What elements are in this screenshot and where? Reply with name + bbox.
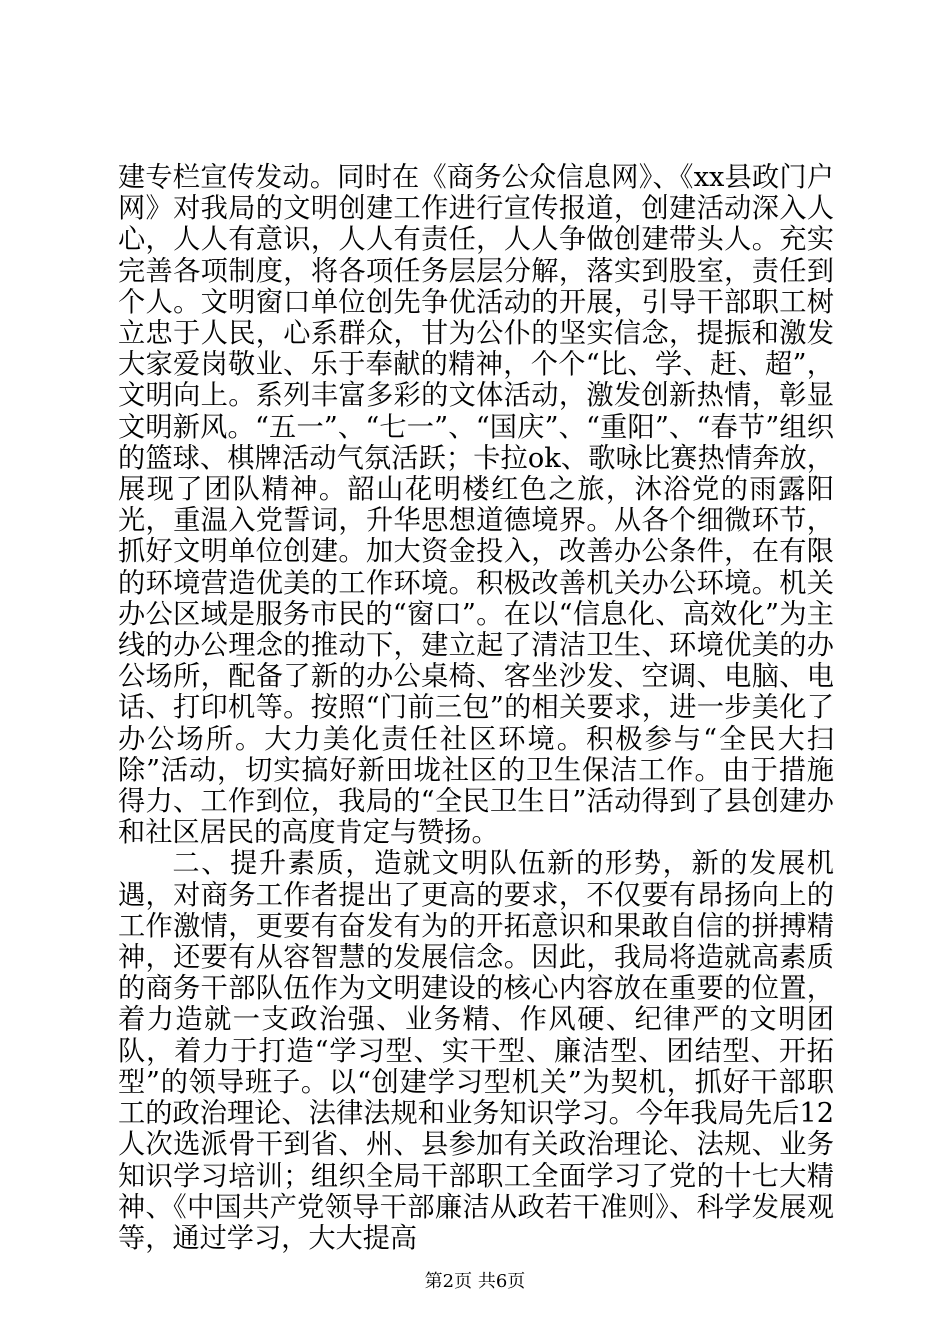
document-body — [118, 162, 834, 1254]
page-footer — [0, 1271, 950, 1293]
page-number: 第2页 共6页 — [424, 1271, 526, 1292]
paragraph-1: 建专栏宣传发动。同时在《商务公众信息网》、《xx县政门户网》对我局的文明创建工作进行宣传报道，创建活动深入人心，人人有意识，人人有责任，人人争做创建带头人。充实完善各项制度，将各项任务层层分解，落实到股室，责任到个人。文明窗口单位创先争优活动的开展，引导干部职工树立忠于人民，心系群众，甘为公仆的坚实信念，提振和激发大家爱岗敬业、乐于奉献的精神，个个“比、学、赶、超”，文明向上。系列丰富多彩的文体活动，激发创新热情，彰显文明新风。“五一”、“七一”、“国庆”、“重阳”、“春节”组织的篮球、棋牌活动气氛活跃；卡拉ok、歌咏比赛热情奔放，展现了团队精神。韶山花明楼红色之旅，沐浴党的雨露阳光，重温入党誓词，升华思想道德境界。从各个细微环节，抓好文明单位创建。加大资金投入，改善办公条件，在有限的环境营造优美的工作环境。积极改善机关办公环境。机关办公区域是服务市民的“窗口”。在以“信息化、高效化”为主线的办公理念的推动下，建立起了清洁卫生、环境优美的办公场所，配备了新的办公桌椅、客坐沙发、空调、电脑、电话、打印机等。按照“门前三包”的相关要求，进一步美化了办公场所。大力美化责任社区环境。积极参与“全民大扫除”活动，切实搞好新田垅社区的卫生保洁工作。由于措施得力、工作到位，我局的“全民卫生日”活动得到了县创建办和社区居民的高度肯定与赞扬。 — [118, 162, 834, 849]
paragraph-2: 二、提升素质，造就文明队伍新的形势，新的发展机遇，对商务工作者提出了更高的要求，不仅要有昂扬向上的工作激情，更要有奋发有为的开拓意识和果敢自信的拼搏精神，还要有从容智慧的发展信念。因此，我局将造就高素质的商务干部队伍作为文明建设的核心内容放在重要的位置，着力造就一支政治强、业务精、作风硬、纪律严的文明团队，着力于打造“学习型、实干型、廉洁型、团结型、开拓型”的领导班子。以“创建学习型机关”为契机，抓好干部职工的政治理论、法律法规和业务知识学习。今年我局先后12人次选派骨干到省、州、县参加有关政治理论、法规、业务知识学习培训；组织全局干部职工全面学习了党的十七大精神、《中国共产党领导干部廉洁从政若干准则》、科学发展观等，通过学习，大大提高 — [118, 848, 834, 1254]
